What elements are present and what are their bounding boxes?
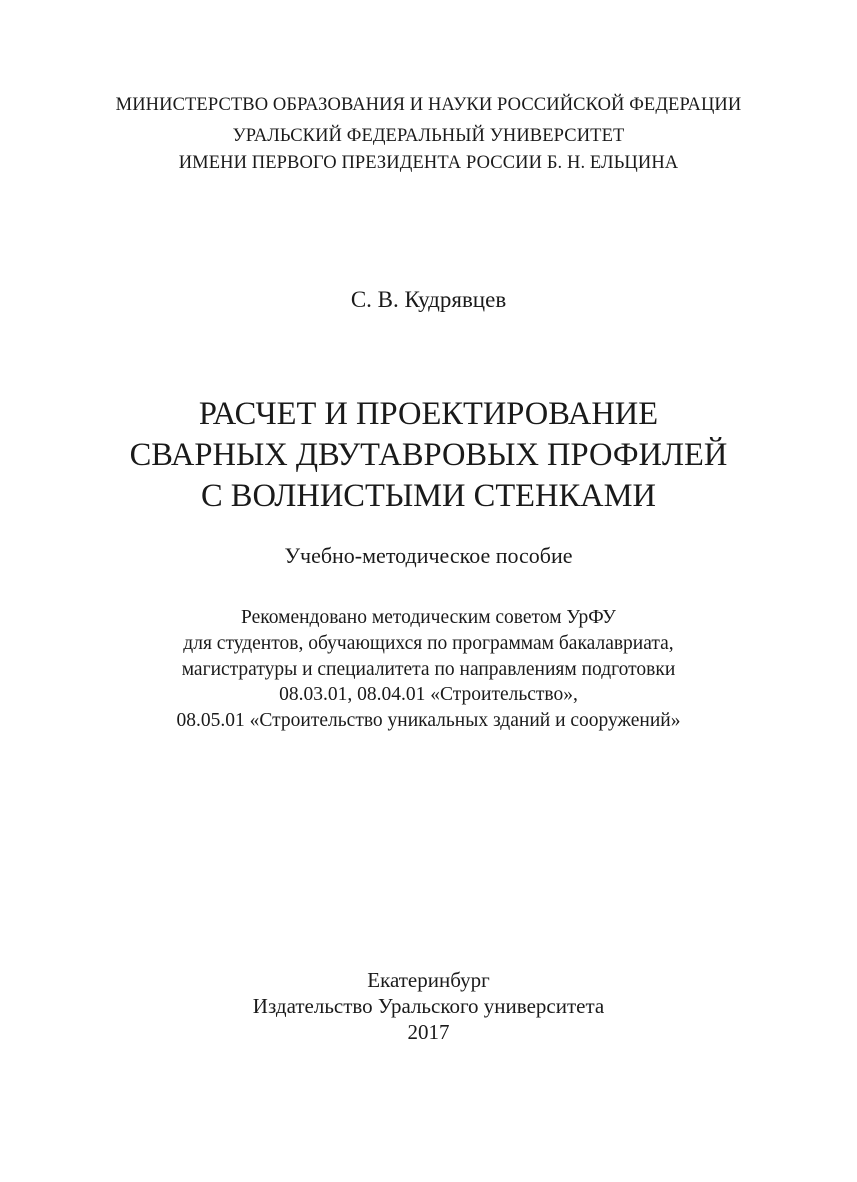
recommendation-line-3: магистратуры и специалитета по направлениям подготовки [181,659,676,680]
imprint-city: Екатеринбург [367,968,490,992]
title-line-2: СВАРНЫХ ДВУТАВРОВЫХ ПРОФИЛЕЙ [129,437,728,473]
recommendation-line-2: для студентов, обучающихся по программам бакалавриата, [183,633,674,654]
recommendation-line-4: 08.03.01, 08.04.01 «Строительство», [279,684,578,705]
recommendation-line-1: Рекомендовано методическим советом УрФУ [241,607,616,628]
ministry-line: МИНИСТЕРСТВО ОБРАЗОВАНИЯ И НАУКИ РОССИЙСКОЙ ФЕДЕРАЦИИ [115,95,742,115]
title-line-1: РАСЧЕТ И ПРОЕКТИРОВАНИЕ [198,396,659,432]
author-name: С. В. Кудрявцев [350,287,507,312]
recommendation-line-5: 08.05.01 «Строительство уникальных зданий и сооружений» [176,710,681,731]
title-line-3: С ВОЛНИСТЫМИ СТЕНКАМИ [200,478,657,514]
university-line-1: УРАЛЬСКИЙ ФЕДЕРАЛЬНЫЙ УНИВЕРСИТЕТ [232,126,625,146]
university-line-2: ИМЕНИ ПЕРВОГО ПРЕЗИДЕНТА РОССИИ Б. Н. ЕЛЬЦИНА [178,153,679,173]
subtitle: Учебно-методическое пособие [284,543,573,568]
imprint-year: 2017 [407,1020,450,1044]
imprint-publisher: Издательство Уральского университета [252,994,605,1018]
